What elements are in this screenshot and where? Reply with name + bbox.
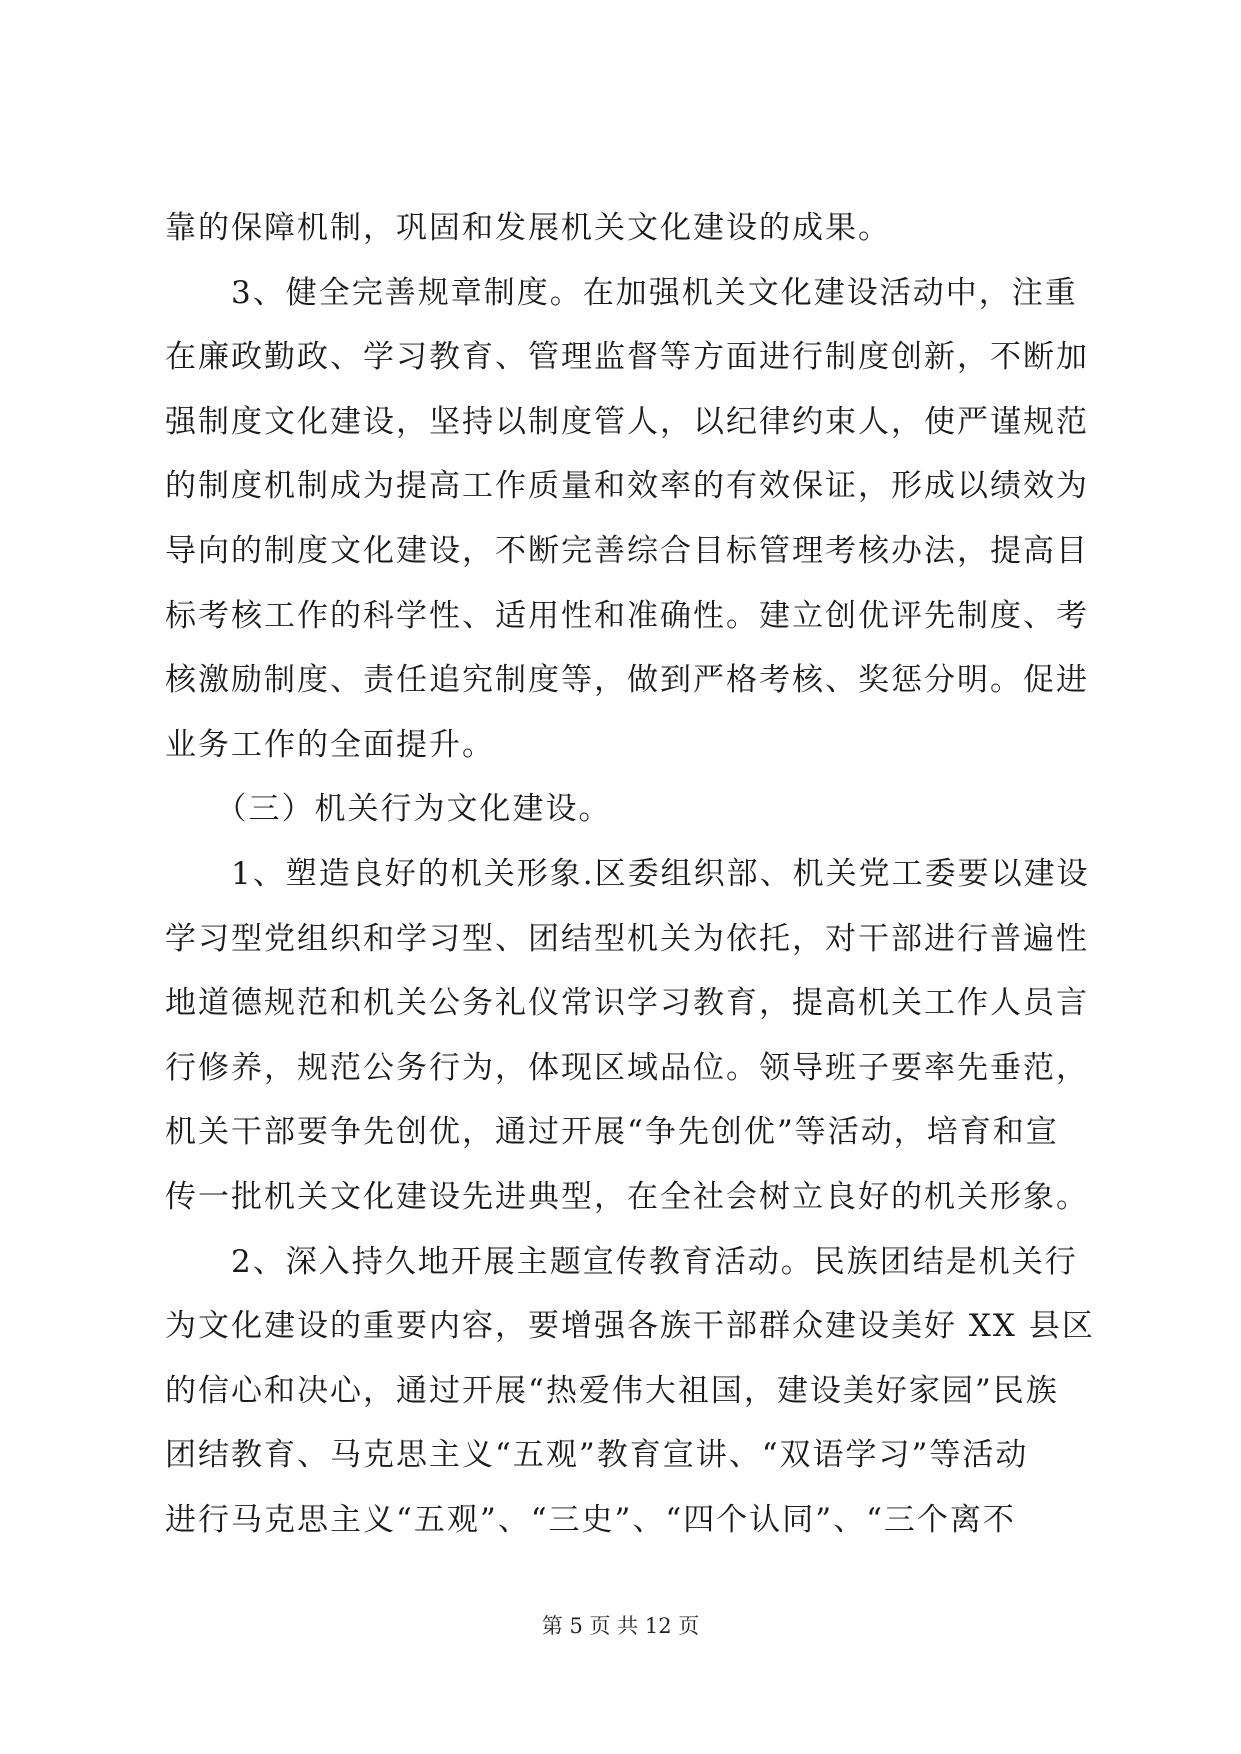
text-line: 靠的保障机制，巩固和发展机关文化建设的成果。	[165, 210, 891, 246]
text-line: 标考核工作的科学性、适用性和准确性。建立创优评先制度、考	[165, 597, 1089, 634]
text-line: 强制度文化建设，坚持以制度管人，以纪律约束人，使严谨规范	[165, 403, 1089, 440]
text-line: 3、健全完善规章制度。在加强机关文化建设活动中，注重	[165, 274, 1078, 311]
text-line: 的制度机制成为提高工作质量和效率的有效保证，形成以绩效为	[165, 468, 1089, 505]
document-body	[165, 196, 1095, 1552]
text-line: 机关干部要争先创优，通过开展“争先创优”等活动，培育和宣	[165, 1114, 1059, 1151]
text-line: 在廉政勤政、学习教育、管理监督等方面进行制度创新，不断加	[165, 339, 1089, 376]
section-heading: （三）机关行为文化建设。	[165, 791, 612, 828]
text-line: 传一批机关文化建设先进典型，在全社会树立良好的机关形象。	[165, 1178, 1089, 1215]
text-line: 为文化建设的重要内容，要增强各族干部群众建设美好 XX 县区	[165, 1308, 1095, 1345]
text-line: 1、塑造良好的机关形象.区委组织部、机关党工委要以建设	[165, 855, 1090, 892]
text-line: 核激励制度、责任追究制度等，做到严格考核、奖惩分明。促进	[165, 662, 1089, 699]
text-line: 业务工作的全面提升。	[165, 726, 495, 763]
text-line: 2、深入持久地开展主题宣传教育活动。民族团结是机关行	[165, 1243, 1078, 1280]
text-line: 行修养，规范公务行为，体现区域品位。领导班子要率先垂范，	[165, 1049, 1089, 1086]
page-indicator: 第 5 页 共 12 页	[541, 1614, 700, 1638]
page-footer	[0, 1610, 1241, 1640]
text-line: 的信心和决心，通过开展“热爱伟大祖国，建设美好家园”民族	[165, 1372, 1059, 1409]
text-line: 学习型党组织和学习型、团结型机关为依托，对干部进行普遍性	[165, 920, 1089, 957]
text-line: 导向的制度文化建设，不断完善综合目标管理考核办法，提高目	[165, 532, 1089, 569]
text-line: 地道德规范和机关公务礼仪常识学习教育，提高机关工作人员言	[165, 985, 1089, 1022]
text-line: 团结教育、马克思主义“五观”教育宣讲、“双语学习”等活动	[165, 1437, 1029, 1474]
text-line: 进行马克思主义“五观”、“三史”、“四个认同”、“三个离不	[165, 1501, 1016, 1538]
